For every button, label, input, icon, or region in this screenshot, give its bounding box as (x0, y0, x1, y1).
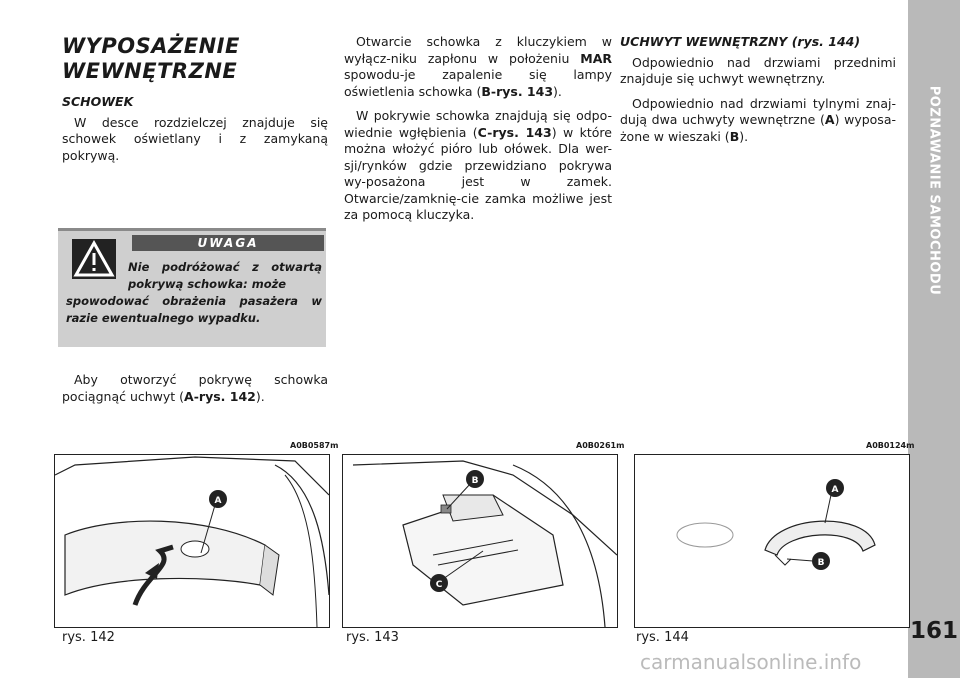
figure-caption: rys. 143 (346, 630, 399, 645)
figure-caption: rys. 144 (636, 630, 689, 645)
paragraph: W desce rozdzielczej znajduje się schowek oświetlany i z zamykaną pokrywą. (62, 114, 328, 163)
svg-text:A: A (214, 496, 222, 506)
figure-144 (634, 454, 910, 628)
svg-text:A: A (831, 485, 839, 495)
svg-text:C: C (435, 580, 443, 590)
paragraph: Odpowiednio nad drzwiami tylnymi znaj-dują dwa uchwyty wewnętrzne (A) wyposa-żone w wieszaki (B). (620, 95, 896, 144)
figure-code: A0B0587m (290, 441, 339, 450)
figure-142 (54, 454, 330, 628)
watermark: carmanualsonline.info (640, 650, 862, 674)
page-number: 161 (910, 618, 959, 644)
section-heading: UCHWYT WEWNĘTRZNY (rys. 144) (620, 34, 861, 49)
warning-box (58, 228, 326, 347)
section-heading: SCHOWEK (62, 94, 134, 109)
paragraph: Otwarcie schowka z kluczykiem w wyłącz-niku zapłonu w położeniu MAR spowodu-je zapalenie się lampy oświetlenia schowka (B-rys. 143). (344, 34, 612, 99)
section-title: POZNAWANIE SAMOCHODU (926, 85, 942, 295)
figure-143 (342, 454, 618, 628)
paragraph: Odpowiednio nad drzwiami przednimi znajduje się uchwyt wewnętrzny. (620, 54, 896, 86)
column-1-bottom (62, 372, 328, 413)
paragraph: W pokrywie schowka znajdują się odpo-wiednie wgłębienia (C-rys. 143) w które można włożyć pióro lub ołówek. Dla wer-sji/rynków gdzie przewidziano pokrywa wy-posażona jest w zamek. Otwarcie/zamknię-cie zamka możliwe jest za pomocą kluczyka. (344, 108, 612, 222)
warning-label: UWAGA (132, 235, 324, 251)
side-tab (908, 0, 960, 678)
paragraph: Aby otworzyć pokrywę schowka pociągnąć uchwyt (A-rys. 142). (62, 372, 328, 404)
figure-code: A0B0261m (576, 441, 625, 450)
figure-caption: rys. 142 (62, 630, 115, 645)
column-2 (344, 34, 612, 232)
page-heading: WYPOSAŻENIE WEWNĘTRZNE (62, 34, 240, 83)
column-3 (620, 34, 896, 153)
figure-code: A0B0124m (866, 441, 915, 450)
column-1 (62, 34, 328, 172)
svg-text:B: B (471, 476, 479, 486)
warning-text: Nie podróżować z otwartą pokrywą schowka: może spowodować obrażenia pasażera w razie ewentualnego wypadku. (66, 260, 322, 325)
svg-text:B: B (817, 558, 825, 568)
